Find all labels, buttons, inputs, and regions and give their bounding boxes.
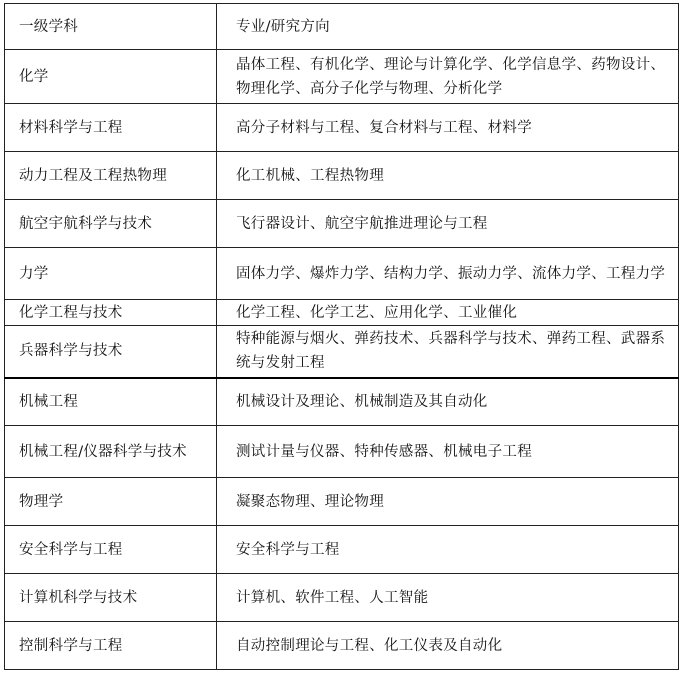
table-row	[5, 478, 679, 526]
table-row	[5, 300, 679, 326]
direction-cell: 化工机械、工程热物理	[217, 152, 679, 200]
discipline-cell: 物理学	[5, 478, 217, 526]
discipline-cell: 计算机科学与技术	[5, 574, 217, 622]
table-row	[5, 426, 679, 478]
direction-cell: 自动控制理论与工程、化工仪表及自动化	[217, 622, 679, 670]
header-direction: 专业/研究方向	[217, 4, 679, 50]
direction-cell: 固体力学、爆炸力学、结构力学、振动力学、流体力学、工程力学	[217, 248, 679, 300]
table-row	[5, 526, 679, 574]
header-discipline: 一级学科	[5, 4, 217, 50]
discipline-table	[4, 3, 679, 670]
direction-cell: 晶体工程、有机化学、理论与计算化学、化学信息学、药物设计、物理化学、高分子化学与物理、分析化学	[217, 50, 679, 104]
table-row	[5, 622, 679, 670]
discipline-cell: 安全科学与工程	[5, 526, 217, 574]
direction-cell: 化学工程、化学工艺、应用化学、工业催化	[217, 300, 679, 326]
table-row	[5, 200, 679, 248]
table-row	[5, 248, 679, 300]
discipline-cell: 航空宇航科学与技术	[5, 200, 217, 248]
discipline-cell: 动力工程及工程热物理	[5, 152, 217, 200]
discipline-cell: 控制科学与工程	[5, 622, 217, 670]
direction-cell: 特种能源与烟火、弹药技术、兵器科学与技术、弹药工程、武器系统与发射工程	[217, 326, 679, 378]
discipline-cell: 材料科学与工程	[5, 104, 217, 152]
discipline-cell: 机械工程	[5, 378, 217, 426]
table-row	[5, 152, 679, 200]
direction-cell: 测试计量与仪器、特种传感器、机械电子工程	[217, 426, 679, 478]
direction-cell: 高分子材料与工程、复合材料与工程、材料学	[217, 104, 679, 152]
discipline-cell: 机械工程/仪器科学与技术	[5, 426, 217, 478]
direction-cell: 凝聚态物理、理论物理	[217, 478, 679, 526]
direction-cell: 机械设计及理论、机械制造及其自动化	[217, 378, 679, 426]
direction-cell: 计算机、软件工程、人工智能	[217, 574, 679, 622]
table-row	[5, 50, 679, 104]
direction-cell: 飞行器设计、航空宇航推进理论与工程	[217, 200, 679, 248]
table-row	[5, 326, 679, 378]
discipline-cell: 化学工程与技术	[5, 300, 217, 326]
table-header-row	[5, 4, 679, 50]
table-row	[5, 378, 679, 426]
table-row	[5, 104, 679, 152]
discipline-cell: 兵器科学与技术	[5, 326, 217, 378]
discipline-cell: 力学	[5, 248, 217, 300]
table-row	[5, 574, 679, 622]
discipline-cell: 化学	[5, 50, 217, 104]
direction-cell: 安全科学与工程	[217, 526, 679, 574]
